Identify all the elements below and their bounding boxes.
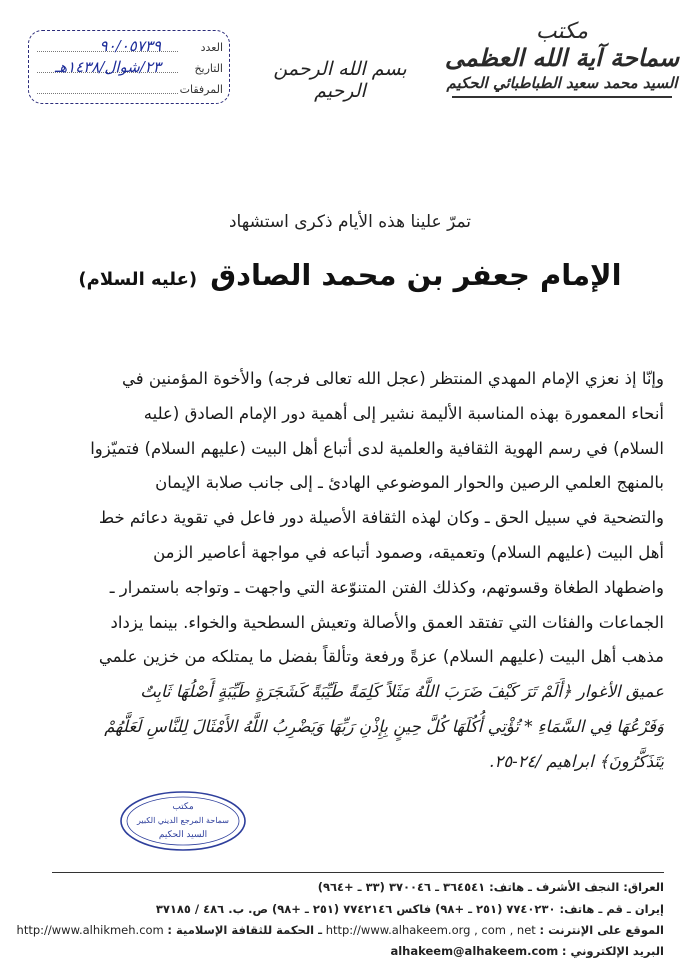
title-main: الإمام جعفر بن محمد الصادق — [210, 258, 622, 292]
office-title: سماحة آية الله العظمى — [444, 43, 680, 72]
ref-number-value: ٩٠/٠٥٧٣٩ — [99, 37, 161, 55]
footer-website-label: الموقع على الإنترنت : — [539, 923, 664, 937]
footer-email-link[interactable]: alhakeem@alhakeem.com — [390, 944, 559, 958]
letterhead-office — [442, 20, 682, 98]
body-line: وإنّا إذ نعزي الإمام المهدي المنتظر (عجل الله تعالى فرجه) والأخوة المؤمنين في — [122, 369, 664, 388]
body-line-verse: وَفَرْعُهَا فِي السَّمَاءِ * تُؤْتِي أُكُلَهَا كُلَّ حِينٍ بِإِذْنِ رَبِّهَا وَيَضْرِبُ اللَّهُ الأَمْثَالَ لِلنَّاسِ لَعَلَّهُمْ — [104, 716, 664, 736]
footer-websites — [16, 923, 664, 937]
body-line: واضطهاد الطغاة وقسوتهم، وكذلك الفتن المتنوّعة التي واجهت ـ وتواجه باستمرار ـ — [109, 577, 664, 597]
body-line: السلام) في رسم الهوية الثقافية والعلمية لدى أتباع أهل البيت (عليهم السلام) فتميّزوا — [90, 438, 664, 458]
seal-text-2: سماحة المرجع الديني الكبير — [136, 816, 230, 825]
footer-website-separator: ـ الحكمة للثقافة الإسلامية : — [167, 923, 323, 937]
page-title — [0, 258, 700, 292]
body-line: الجماعات والفئات التي تفتقد العمق والأصالة وتعيش السطحية والخواء. بينما يزداد — [110, 612, 664, 632]
basmala: بسم الله الرحمن الرحيم — [273, 58, 407, 102]
footer-website-link-2[interactable]: http://www.alhikmeh.com — [16, 923, 164, 937]
footer-iraq-address — [52, 880, 664, 894]
footer-iran-text: إيران ـ قم ـ هاتف: ٧٧٤٠٢٣٠ (٢٥١ ـ +٩٨) فاكس ٧٧٤٢١٤٦ (٢٥١ ـ +٩٨) ص. ب. ٤٨٦ / ٣٧١٨٥ — [155, 902, 664, 916]
office-seal-stamp — [118, 790, 248, 852]
ref-number-label: العدد — [200, 41, 223, 54]
body-line-verse: يَتَذَكَّرُونَ﴾ ابراهيم /٢٤-٢٥. — [489, 751, 664, 771]
body-line: بالمنهج العلمي الرصين والحوار الموضوعي الهادئ ـ إلى جانب صلابة الإيمان — [155, 473, 664, 493]
body-line-verse: عميق الأغوار ﴿أَلَمْ تَرَ كَيْفَ ضَرَبَ اللَّهُ مَثَلاً كَلِمَةً طَيِّبَةً كَشَجَرَةٍ طَيِّبَةٍ أَصْلُهَا ثَابِتٌ — [140, 682, 664, 702]
ref-date-label: التاريخ — [194, 62, 223, 75]
footer-iran-address — [52, 902, 664, 916]
footer-website-link-1[interactable]: http://www.alhakeem.org , com , net — [325, 923, 536, 937]
body-paragraph — [36, 362, 664, 780]
seal-text-3: السيد الحكيم — [158, 830, 208, 840]
intro-line: تمرّ علينا هذه الأيام ذكرى استشهاد — [228, 212, 472, 232]
office-word: مكتب — [535, 19, 589, 44]
footer-email-label: البريد الإلكتروني : — [561, 944, 664, 958]
title-honorific: (عليه السلام) — [78, 269, 198, 290]
ref-dots — [37, 93, 178, 94]
body-line: مذهب أهل البيت (عليهم السلام) عزةً ورفعة وتألقاً بفضل ما يمتلكه من خزين علمي — [98, 647, 664, 667]
ref-attachments-label: المرفقات — [179, 83, 223, 96]
office-name: السيد محمد سعيد الطباطبائي الحكيم — [446, 74, 678, 92]
footer-divider — [52, 872, 664, 873]
ref-date-row — [37, 60, 223, 78]
ref-number-row — [37, 39, 223, 57]
ref-date-value: ٢٣/شوال/١٤٣٨هـ — [54, 58, 161, 76]
footer-iraq-text: العراق: النجف الأشرف ـ هاتف: ٣٦٤٥٤١ ـ ٣٧٠٠٤٦ (٣٣ ـ +٩٦٤) — [317, 880, 664, 894]
reference-box — [28, 30, 230, 104]
footer-email — [52, 944, 664, 958]
body-line: أنحاء المعمورة بهذه المناسبة الأليمة نشير إلى أهمية دور الإمام الصادق (عليه — [143, 403, 664, 423]
office-underline — [452, 96, 672, 98]
ref-attachments-row — [37, 81, 223, 99]
seal-text-1: مكتب — [172, 802, 194, 812]
body-line: أهل البيت (عليهم السلام) وتعميقه، وصمود أتباعه في مواجهة أعاصير الزمن — [153, 542, 664, 562]
body-line: والتضحية في سبيل الحق ـ وكان لهذه الثقافة الأصيلة دور فاعل في تقوية دعائم خط — [98, 508, 664, 528]
